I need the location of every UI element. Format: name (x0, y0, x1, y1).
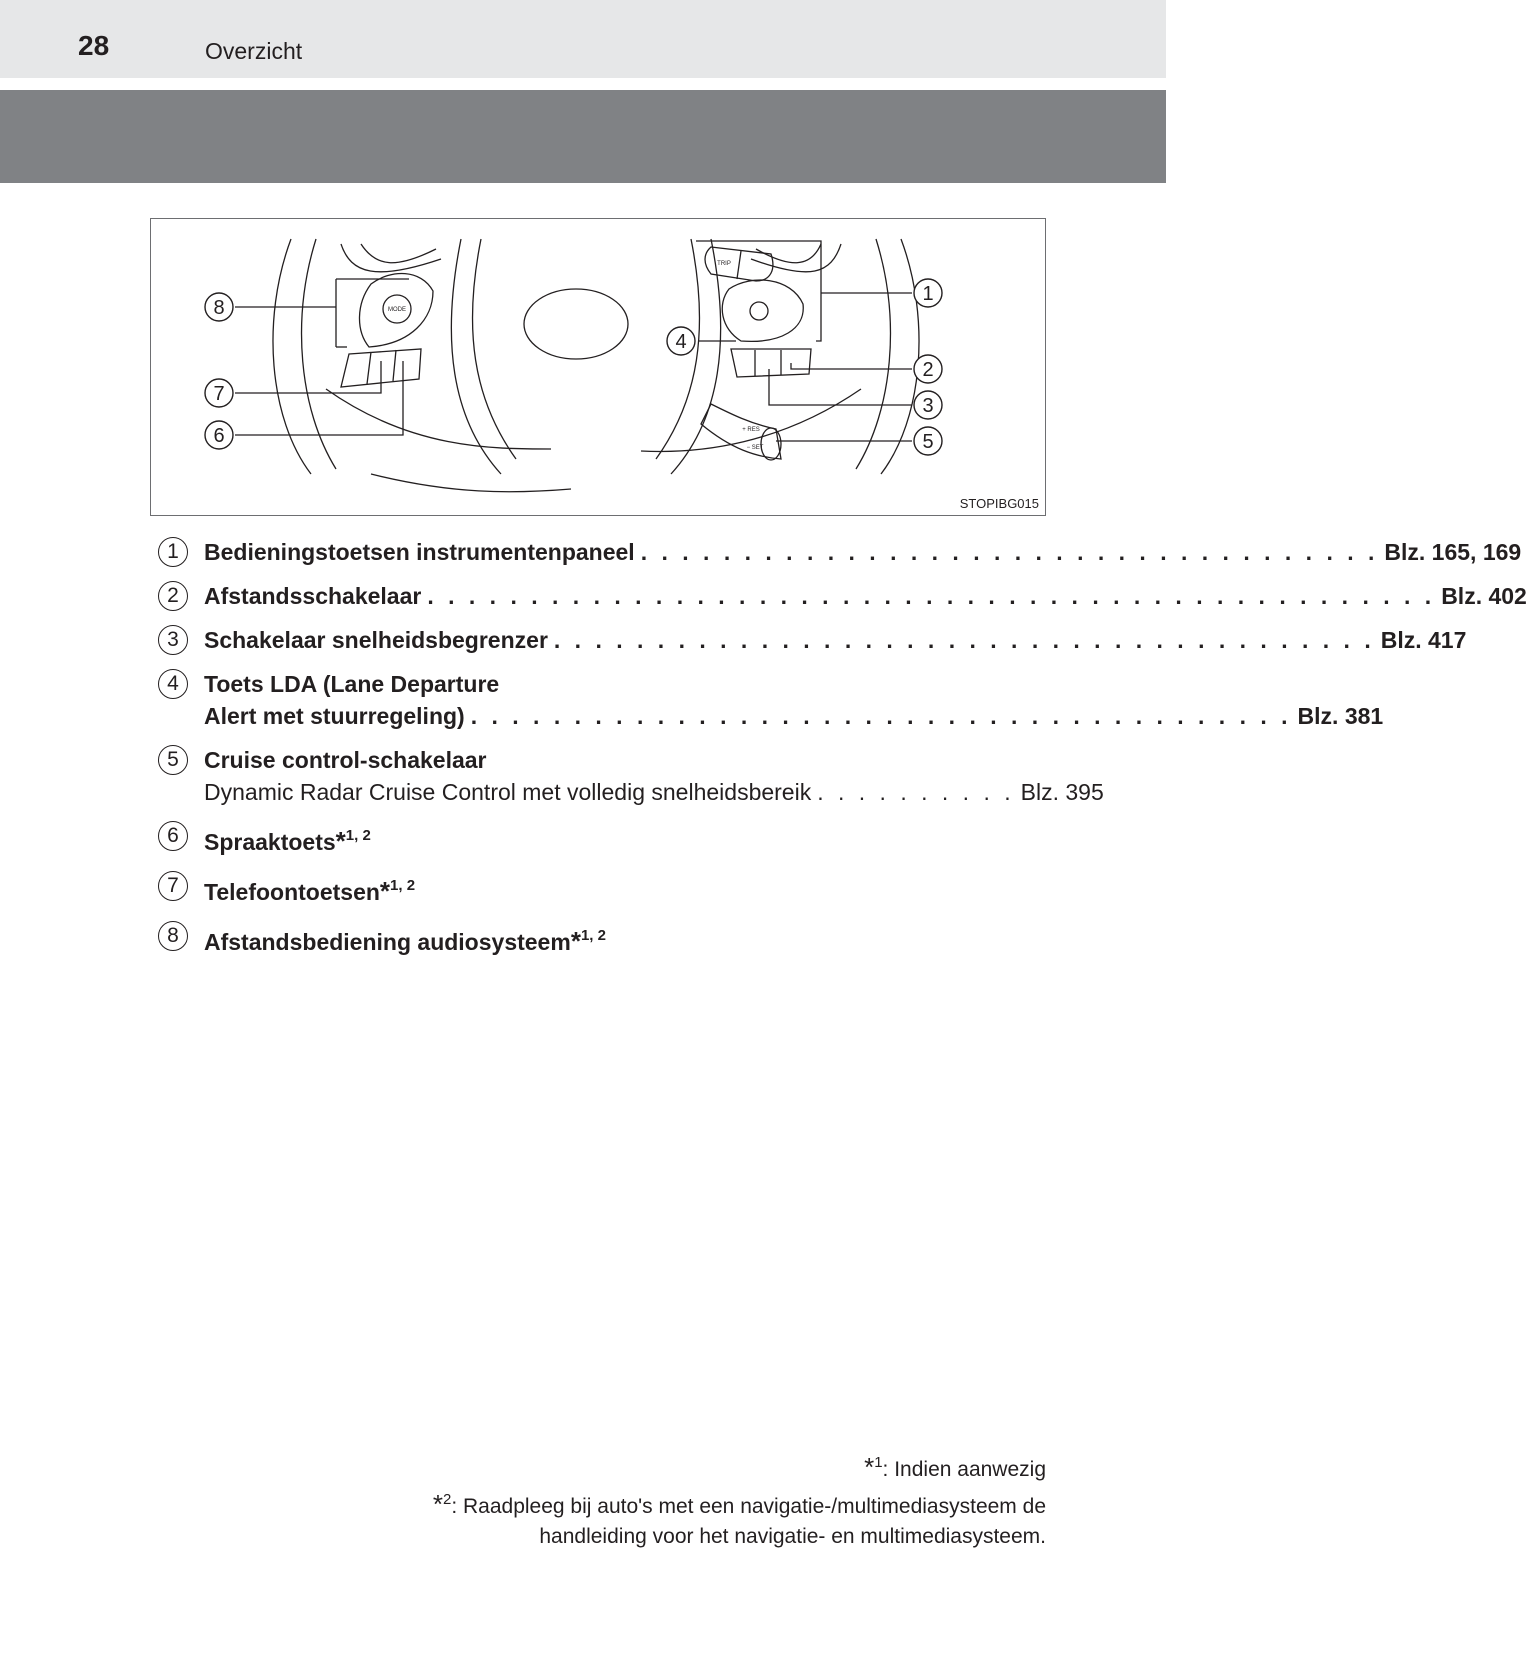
page-reference: Blz. 402 (1441, 583, 1527, 609)
set-label: − SET (746, 445, 764, 451)
right-rim-inner (856, 239, 890, 469)
legend-item-4 (158, 668, 1384, 732)
item-label: Schakelaar snelheidsbegrenzer (204, 627, 548, 653)
callout-2-label: 2 (922, 359, 934, 381)
meter-enter-button (750, 302, 768, 320)
section-title: Overzicht (205, 38, 303, 64)
item-label: Bedieningstoetsen instrumentenpaneel (204, 539, 635, 565)
legend-item-5 (158, 744, 1104, 808)
item-label: Toets LDA (Lane Departure (204, 671, 500, 697)
item-number: 4 (158, 669, 188, 699)
meter-pad-outline (722, 280, 803, 341)
footnote-text: : Indien aanwezig (882, 1458, 1046, 1481)
leader-dots: . . . . . . . . . . . . . . . . . . . . . . . . . . . . . . . . . . . . . . . . (470, 703, 1292, 729)
page-reference: Blz. 417 (1380, 627, 1467, 653)
item-number: 5 (158, 745, 188, 775)
callout-8-label: 8 (213, 297, 225, 319)
lda-distance-buttons (731, 349, 811, 377)
right-rim-outer (881, 239, 919, 474)
item-sub-label: Dynamic Radar Cruise Control met volledig snelheidsbereik (204, 779, 812, 805)
asterisk: * (335, 826, 346, 856)
legend-item-3 (158, 624, 1467, 656)
item-number: 7 (158, 871, 188, 901)
leader-dots: . . . . . . . . . . (817, 779, 1015, 805)
footnote-ref: 1, 2 (390, 877, 416, 894)
page-reference: Blz. 395 (1020, 779, 1104, 805)
trip-button-label: TRIP (717, 261, 731, 267)
footnote-mark: 1 (874, 1454, 883, 1471)
callout-4-label: 4 (675, 331, 687, 353)
callout-7-label: 7 (213, 383, 225, 405)
legend-item-1 (158, 536, 1522, 568)
cruise-lever (701, 404, 781, 459)
grey-band (0, 90, 1166, 183)
asterisk: * (379, 876, 391, 906)
page-reference: Blz. 165, 169 (1384, 539, 1522, 565)
callout-5-label: 5 (922, 431, 934, 453)
asterisk: * (864, 1452, 875, 1482)
center-airbag (524, 289, 628, 359)
footnote-ref: 1, 2 (580, 927, 606, 944)
callout-1-label: 1 (922, 283, 934, 305)
steering-wheel-figure (150, 218, 1046, 516)
left-rim-outer (273, 239, 311, 474)
footnote-1 (433, 1448, 1046, 1485)
leader-dots: . . . . . . . . . . . . . . . . . . . . . . . . . . . . . . . . . . . . . . . . (553, 627, 1375, 653)
leader-dots: . . . . . . . . . . . . . . . . . . . . . . . . . . . . . . . . . . . . . . . . . . . . . . . . . (427, 583, 1436, 609)
legend-list (158, 536, 1527, 970)
item-label: Telefoontoetsen (204, 879, 380, 905)
item-label: Afstandsschakelaar (204, 583, 422, 609)
footnote-2-cont: handleiding voor het navigatie- en multimediasysteem. (539, 1525, 1046, 1548)
footnotes (433, 1448, 1046, 1552)
figure-code: STOPIBG015 (959, 496, 1039, 511)
item-number: 2 (158, 581, 188, 611)
mode-button-label: MODE (388, 307, 406, 313)
footnote-2 (433, 1485, 1046, 1522)
asterisk: * (570, 926, 581, 956)
page-number: 28 (78, 30, 110, 61)
asterisk: * (432, 1489, 443, 1519)
header-bar (0, 0, 1166, 78)
page-reference: Blz. 381 (1297, 703, 1384, 729)
footnote-text: : Raadpleeg bij auto's met een navigatie-/multimediasysteem de (451, 1495, 1046, 1518)
res-label: + RES (742, 427, 760, 433)
callout-3-label: 3 (922, 395, 934, 417)
legend-item-6 (158, 820, 1000, 858)
item-label-cont: Alert met stuurregeling) (204, 703, 465, 729)
item-label: Spraaktoets (204, 829, 336, 855)
item-label: Cruise control-schakelaar (204, 747, 487, 773)
callout-6-label: 6 (213, 425, 225, 447)
footnote-mark: 2 (442, 1491, 452, 1508)
header-divider (0, 78, 1166, 81)
leader-dots: . . . . . . . . . . . . . . . . . . . . . . . . . . . . . . . . . . . . (640, 539, 1379, 565)
item-number: 3 (158, 625, 188, 655)
item-number: 6 (158, 821, 188, 851)
legend-item-7 (158, 870, 1000, 908)
footnote-ref: 1, 2 (345, 827, 371, 844)
steering-wheel-illustration (151, 219, 1044, 514)
legend-item-8 (158, 920, 1000, 958)
item-number: 8 (158, 921, 188, 951)
legend-item-2 (158, 580, 1527, 612)
item-number: 1 (158, 537, 188, 567)
item-label: Afstandsbediening audiosysteem (204, 929, 571, 955)
